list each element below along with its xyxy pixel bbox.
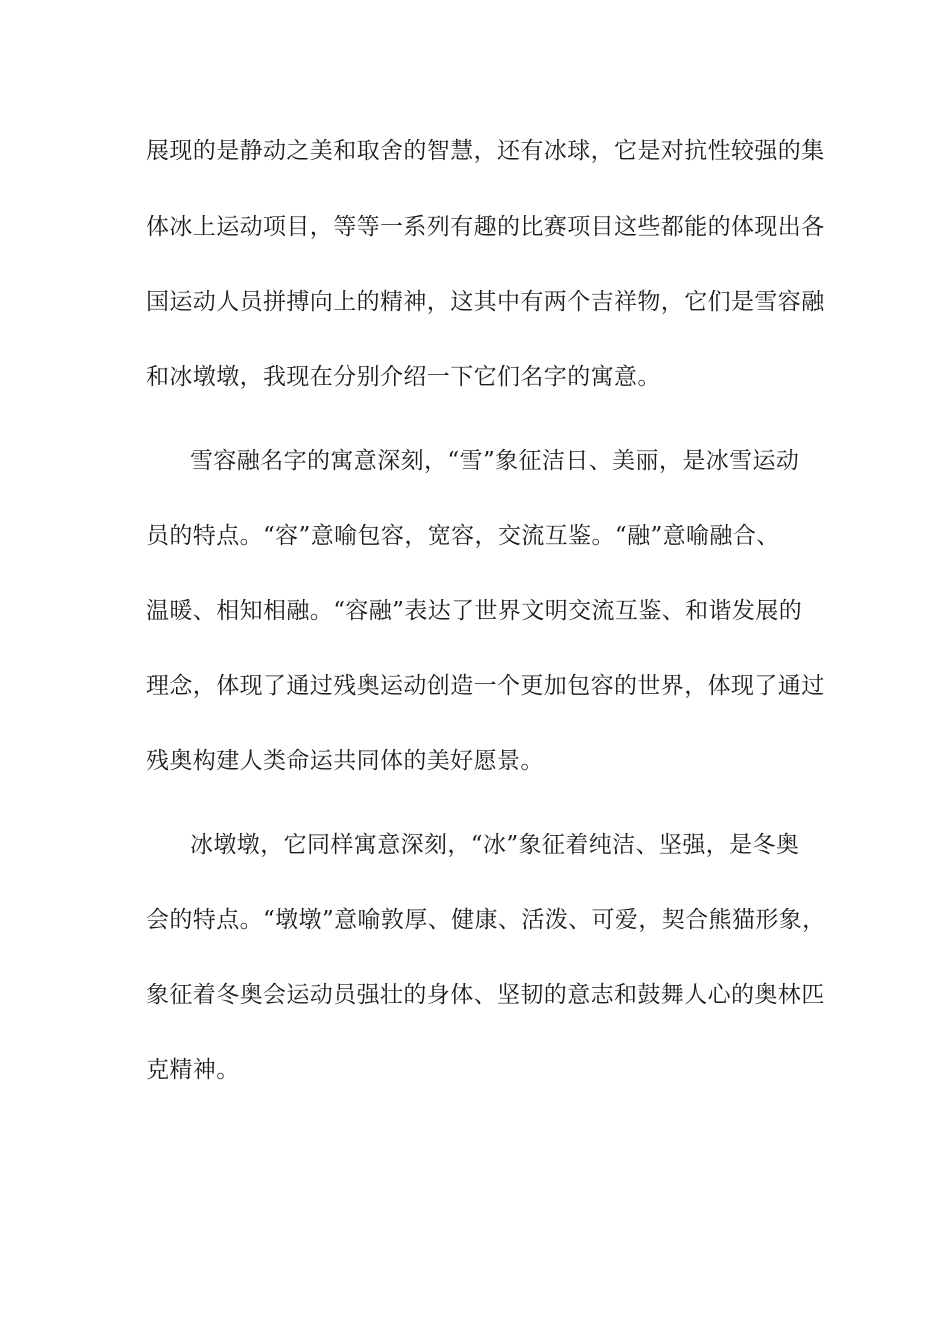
paragraph-3-line-4: 克精神。 — [146, 1057, 240, 1083]
paragraph-2-line-1: 雪容融名字的寓意深刻，“雪”象征洁日、美丽，是冰雪运动 — [190, 448, 800, 474]
paragraph-2-line-5: 残奥构建人类命运共同体的美好愿景。 — [146, 748, 544, 774]
paragraph-3-line-1: 冰墩墩，它同样寓意深刻，“冰”象征着纯洁、坚强，是冬奥 — [190, 832, 800, 858]
paragraph-1-line-3: 国运动人员拼搏向上的精神，这其中有两个吉祥物，它们是雪容融 — [146, 289, 825, 315]
paragraph-2-line-2: 员的特点。“容”意喻包容，宽容，交流互鉴。“融”意喻融合、 — [146, 523, 780, 549]
paragraph-1-line-2: 体冰上运动项目，等等一系列有趣的比赛项目这些都能的体现出各 — [146, 214, 825, 240]
paragraph-2-line-4: 理念，体现了通过残奥运动创造一个更加包容的世界，体现了通过 — [146, 673, 825, 699]
paragraph-3-line-3: 象征着冬奥会运动员强壮的身体、坚韧的意志和鼓舞人心的奥林匹 — [146, 982, 825, 1008]
paragraph-1-line-4: 和冰墩墩，我现在分别介绍一下它们名字的寓意。 — [146, 364, 661, 390]
paragraph-3-line-2: 会的特点。“墩墩”意喻敦厚、健康、活泼、可爱，契合熊猫形象， — [146, 907, 826, 933]
paragraph-1-line-1: 展现的是静动之美和取舍的智慧，还有冰球，它是对抗性较强的集 — [146, 138, 825, 164]
paragraph-2-line-3: 温暖、相知相融。“容融”表达了世界文明交流互鉴、和谐发展的 — [146, 598, 803, 624]
